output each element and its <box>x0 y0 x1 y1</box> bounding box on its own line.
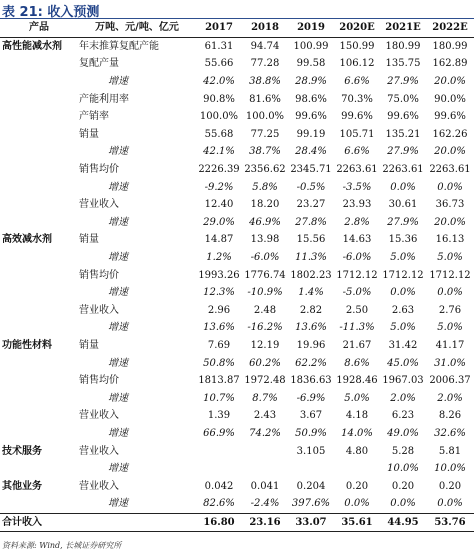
value-cell: 0.041 <box>250 480 280 492</box>
value-cell: 29.0% <box>203 216 235 228</box>
table-body <box>0 37 474 532</box>
value-cell: 77.25 <box>250 128 280 140</box>
value-cell <box>242 460 288 478</box>
value-cell: 74.2% <box>249 427 281 439</box>
metric-cell: 增速 <box>108 76 128 88</box>
value-cell: 7.69 <box>207 339 231 351</box>
value-cell: 2.0% <box>390 392 416 404</box>
value-cell: 1.4% <box>298 287 324 299</box>
table-row <box>0 108 474 126</box>
value-cell: 0.204 <box>296 480 326 492</box>
value-cell: 8.26 <box>438 410 462 422</box>
value-cell: 15.36 <box>388 234 418 246</box>
value-cell: 99.6% <box>295 111 327 123</box>
source-note: 资料来源: Wind, 长城证券研究所 <box>2 541 122 550</box>
product-group-cell <box>0 319 78 337</box>
value-cell: 61.31 <box>204 40 234 52</box>
value-cell: 2.43 <box>253 410 277 422</box>
value-cell: 1802.23 <box>290 269 332 281</box>
metric-cell: 销量 <box>79 339 99 351</box>
table-row <box>0 196 474 214</box>
value-cell: 1813.87 <box>198 375 240 387</box>
value-cell: 50.9% <box>295 427 327 439</box>
header-cell: 2022E <box>426 19 474 37</box>
value-cell: 2263.61 <box>429 164 471 176</box>
value-cell: 5.0% <box>344 392 370 404</box>
value-cell: 18.20 <box>250 199 280 211</box>
value-cell: 38.7% <box>249 146 281 158</box>
metric-cell: 增速 <box>108 357 128 369</box>
value-cell: 1712.12 <box>429 269 471 281</box>
value-cell: 0.0% <box>437 181 463 193</box>
product-group-cell <box>0 284 78 302</box>
value-cell: 14.63 <box>342 234 372 246</box>
product-group-cell: 其他业务 <box>2 480 42 492</box>
metric-cell: 增速 <box>108 427 128 439</box>
value-cell: 5.81 <box>438 445 462 457</box>
value-cell: 135.75 <box>385 58 421 70</box>
header-cell: 2021E <box>380 19 426 37</box>
metric-cell: 销量 <box>79 234 99 246</box>
value-cell: -0.5% <box>296 181 326 193</box>
value-cell: 12.40 <box>204 199 234 211</box>
value-cell: 90.0% <box>434 93 466 105</box>
product-group-cell <box>0 108 78 126</box>
value-cell <box>196 460 242 478</box>
value-cell <box>288 460 334 478</box>
value-cell: 5.0% <box>437 252 463 264</box>
value-cell: 23.93 <box>342 199 372 211</box>
value-cell: 100.0% <box>199 111 239 123</box>
value-cell: 41.17 <box>435 339 465 351</box>
value-cell: 14.0% <box>341 427 373 439</box>
table-title-bar <box>0 0 474 19</box>
value-cell: 99.19 <box>296 128 326 140</box>
value-cell: 98.6% <box>295 93 327 105</box>
product-group-cell: 技术服务 <box>2 445 42 457</box>
table-row <box>0 425 474 443</box>
value-cell: 49.0% <box>387 427 419 439</box>
value-cell: 5.0% <box>390 252 416 264</box>
table-header-row <box>0 19 474 37</box>
header-cell: 万吨、元/吨、亿元 <box>78 19 196 37</box>
metric-cell: 营业收入 <box>79 480 119 492</box>
value-cell: 4.18 <box>345 410 369 422</box>
revenue-forecast-table <box>0 19 474 532</box>
value-cell: 2356.62 <box>244 164 286 176</box>
value-cell: 14.87 <box>204 234 234 246</box>
value-cell <box>196 442 242 460</box>
value-cell: 162.89 <box>432 58 468 70</box>
value-cell: 28.9% <box>295 76 327 88</box>
value-cell: 66.9% <box>203 427 235 439</box>
value-cell: 1836.63 <box>290 375 332 387</box>
product-group-cell <box>0 90 78 108</box>
value-cell: 99.58 <box>296 58 326 70</box>
table-row <box>0 319 474 337</box>
product-group-cell: 高效减水剂 <box>2 234 52 246</box>
table-row <box>0 495 474 513</box>
product-group-cell <box>0 495 78 513</box>
value-cell: 2345.71 <box>290 164 332 176</box>
metric-cell: 增速 <box>108 463 128 475</box>
table-row <box>0 161 474 179</box>
metric-cell: 产销率 <box>79 111 109 123</box>
metric-cell: 营业收入 <box>79 445 119 457</box>
value-cell: 10.0% <box>434 463 466 475</box>
metric-cell: 营业收入 <box>79 304 119 316</box>
metric-cell: 营业收入 <box>79 410 119 422</box>
value-cell: -10.9% <box>247 287 283 299</box>
metric-cell: 增速 <box>108 146 128 158</box>
value-cell: 2.0% <box>437 392 463 404</box>
value-cell: 27.9% <box>387 146 419 158</box>
value-cell: 397.6% <box>291 498 331 510</box>
total-label: 合计收入 <box>0 513 196 532</box>
product-group-cell <box>0 214 78 232</box>
table-row <box>0 73 474 91</box>
metric-cell: 增速 <box>108 322 128 334</box>
value-cell: 45.0% <box>387 357 419 369</box>
value-cell: 1928.46 <box>336 375 378 387</box>
value-cell: 60.2% <box>249 357 281 369</box>
table-row <box>0 372 474 390</box>
value-cell: -6.0% <box>342 252 372 264</box>
metric-cell: 营业收入 <box>79 199 119 211</box>
table-row <box>0 442 474 460</box>
value-cell: 32.6% <box>434 427 466 439</box>
header-cell: 2020E <box>334 19 380 37</box>
total-value-cell: 23.16 <box>242 513 288 532</box>
product-group-cell <box>0 389 78 407</box>
value-cell: 1972.48 <box>244 375 286 387</box>
value-cell: 99.6% <box>341 111 373 123</box>
value-cell: 1993.26 <box>198 269 240 281</box>
product-group-cell <box>0 178 78 196</box>
value-cell: 42.1% <box>203 146 235 158</box>
table-row <box>0 266 474 284</box>
value-cell: 11.3% <box>295 252 327 264</box>
metric-cell: 增速 <box>108 216 128 228</box>
product-group-cell <box>0 407 78 425</box>
product-group-cell <box>0 143 78 161</box>
value-cell: 62.2% <box>295 357 327 369</box>
metric-cell: 销售均价 <box>79 375 119 387</box>
value-cell: 135.21 <box>385 128 421 140</box>
table-row <box>0 55 474 73</box>
product-group-cell <box>0 354 78 372</box>
table-row <box>0 477 474 495</box>
value-cell: 10.0% <box>387 463 419 475</box>
value-cell: 55.68 <box>204 128 234 140</box>
value-cell: 28.4% <box>295 146 327 158</box>
product-group-cell <box>0 73 78 91</box>
value-cell: 16.13 <box>435 234 465 246</box>
value-cell: 8.6% <box>344 357 370 369</box>
value-cell: 0.0% <box>437 287 463 299</box>
table-row <box>0 90 474 108</box>
value-cell: 2.96 <box>207 304 231 316</box>
value-cell: 13.98 <box>250 234 280 246</box>
product-group-cell <box>0 196 78 214</box>
value-cell: 13.6% <box>203 322 235 334</box>
value-cell: 38.8% <box>249 76 281 88</box>
metric-cell: 增速 <box>108 181 128 193</box>
table-row <box>0 231 474 249</box>
table-row <box>0 337 474 355</box>
table-row <box>0 460 474 478</box>
value-cell: 2006.37 <box>429 375 471 387</box>
total-value-cell: 53.76 <box>426 513 474 532</box>
value-cell: 1712.12 <box>336 269 378 281</box>
product-group-cell <box>0 302 78 320</box>
table-row <box>0 389 474 407</box>
value-cell: -9.2% <box>204 181 234 193</box>
value-cell: 99.6% <box>434 111 466 123</box>
value-cell: 5.8% <box>252 181 278 193</box>
value-cell: -2.4% <box>250 498 280 510</box>
value-cell: 82.6% <box>203 498 235 510</box>
value-cell: 27.9% <box>387 216 419 228</box>
value-cell: 0.0% <box>390 498 416 510</box>
value-cell: 27.8% <box>295 216 327 228</box>
value-cell: 2.50 <box>345 304 369 316</box>
table-row <box>0 407 474 425</box>
value-cell <box>334 460 380 478</box>
metric-cell: 增速 <box>108 252 128 264</box>
value-cell: 99.6% <box>387 111 419 123</box>
metric-cell: 增速 <box>108 287 128 299</box>
value-cell <box>242 442 288 460</box>
product-group-cell <box>0 249 78 267</box>
value-cell: 81.6% <box>249 93 281 105</box>
value-cell: 0.042 <box>204 480 234 492</box>
value-cell: 3.105 <box>296 445 326 457</box>
header-cell: 2017 <box>196 19 242 37</box>
table-row <box>0 214 474 232</box>
total-value-cell: 44.95 <box>380 513 426 532</box>
table-title: 表 21: 收入预测 <box>2 5 100 20</box>
value-cell: 2.63 <box>391 304 415 316</box>
value-cell: -6.9% <box>296 392 326 404</box>
value-cell: 180.99 <box>385 40 421 52</box>
value-cell: 2263.61 <box>336 164 378 176</box>
product-group-cell <box>0 266 78 284</box>
metric-cell: 增速 <box>108 498 128 510</box>
value-cell: 0.20 <box>391 480 415 492</box>
value-cell: 0.20 <box>345 480 369 492</box>
value-cell: 20.0% <box>434 216 466 228</box>
value-cell: 1712.12 <box>382 269 424 281</box>
table-row <box>0 354 474 372</box>
value-cell: 2.76 <box>438 304 462 316</box>
value-cell: -11.3% <box>339 322 375 334</box>
value-cell: 100.99 <box>293 40 329 52</box>
value-cell: 3.67 <box>299 410 323 422</box>
value-cell: 1.39 <box>207 410 231 422</box>
value-cell: 2226.39 <box>198 164 240 176</box>
value-cell: 5.0% <box>390 322 416 334</box>
value-cell: 21.67 <box>342 339 372 351</box>
value-cell: 13.6% <box>295 322 327 334</box>
value-cell: 0.20 <box>438 480 462 492</box>
value-cell: 10.7% <box>203 392 235 404</box>
table-row <box>0 284 474 302</box>
value-cell: 12.19 <box>250 339 280 351</box>
value-cell: 90.8% <box>203 93 235 105</box>
value-cell: 0.0% <box>344 498 370 510</box>
value-cell: 2.82 <box>299 304 323 316</box>
value-cell: 8.7% <box>252 392 278 404</box>
value-cell: 106.12 <box>339 58 375 70</box>
value-cell: 4.80 <box>345 445 369 457</box>
value-cell: 6.6% <box>344 76 370 88</box>
value-cell: 100.0% <box>245 111 285 123</box>
value-cell: 36.73 <box>435 199 465 211</box>
metric-cell: 销售均价 <box>79 269 119 281</box>
product-group-cell <box>0 126 78 144</box>
value-cell: 20.0% <box>434 76 466 88</box>
metric-cell: 产能利用率 <box>79 93 129 105</box>
header-cell: 2019 <box>288 19 334 37</box>
value-cell: 105.71 <box>339 128 375 140</box>
table-row <box>0 302 474 320</box>
metric-cell: 增速 <box>108 392 128 404</box>
product-group-cell <box>0 55 78 73</box>
table-row <box>0 37 474 55</box>
value-cell: 30.61 <box>388 199 418 211</box>
value-cell: 1776.74 <box>244 269 286 281</box>
header-cell: 2018 <box>242 19 288 37</box>
value-cell: 23.27 <box>296 199 326 211</box>
value-cell: 150.99 <box>339 40 375 52</box>
table-row <box>0 249 474 267</box>
product-group-cell <box>0 372 78 390</box>
value-cell: 50.8% <box>203 357 235 369</box>
value-cell: 1967.03 <box>382 375 424 387</box>
table-row <box>0 178 474 196</box>
product-group-cell: 功能性材料 <box>2 339 52 351</box>
value-cell: 180.99 <box>432 40 468 52</box>
value-cell: 1.2% <box>206 252 232 264</box>
metric-cell: 销售均价 <box>79 164 119 176</box>
value-cell: 55.66 <box>204 58 234 70</box>
total-value-cell: 33.07 <box>288 513 334 532</box>
value-cell: 20.0% <box>434 146 466 158</box>
value-cell: 6.23 <box>391 410 415 422</box>
value-cell: 2.48 <box>253 304 277 316</box>
value-cell: 2263.61 <box>382 164 424 176</box>
value-cell: 0.0% <box>437 498 463 510</box>
metric-cell: 销量 <box>79 128 99 140</box>
value-cell: 0.0% <box>390 181 416 193</box>
table-row <box>0 143 474 161</box>
value-cell: -6.0% <box>250 252 280 264</box>
product-group-cell <box>0 460 78 478</box>
value-cell: 5.0% <box>437 322 463 334</box>
value-cell: 0.0% <box>390 287 416 299</box>
value-cell: 94.74 <box>250 40 280 52</box>
value-cell: 46.9% <box>249 216 281 228</box>
value-cell: 27.9% <box>387 76 419 88</box>
value-cell: -5.0% <box>342 287 372 299</box>
product-group-cell <box>0 161 78 179</box>
header-cell: 产品 <box>0 19 78 37</box>
value-cell: 15.56 <box>296 234 326 246</box>
value-cell: 77.28 <box>250 58 280 70</box>
value-cell: 31.0% <box>434 357 466 369</box>
total-value-cell: 16.80 <box>196 513 242 532</box>
value-cell: 6.6% <box>344 146 370 158</box>
product-group-cell: 高性能减水剂 <box>2 40 62 52</box>
value-cell: 19.96 <box>296 339 326 351</box>
value-cell: 5.28 <box>391 445 415 457</box>
table-row <box>0 126 474 144</box>
value-cell: 2.8% <box>344 216 370 228</box>
value-cell: 75.0% <box>387 93 419 105</box>
total-row <box>0 513 474 532</box>
value-cell: 31.42 <box>388 339 418 351</box>
metric-cell: 复配产量 <box>79 58 119 70</box>
value-cell: 70.3% <box>341 93 373 105</box>
value-cell: -16.2% <box>247 322 283 334</box>
metric-cell: 年末推算复配产能 <box>79 40 159 52</box>
value-cell: 42.0% <box>203 76 235 88</box>
value-cell: 12.3% <box>203 287 235 299</box>
value-cell: 162.26 <box>432 128 468 140</box>
value-cell: -3.5% <box>342 181 372 193</box>
total-value-cell: 35.61 <box>334 513 380 532</box>
product-group-cell <box>0 425 78 443</box>
